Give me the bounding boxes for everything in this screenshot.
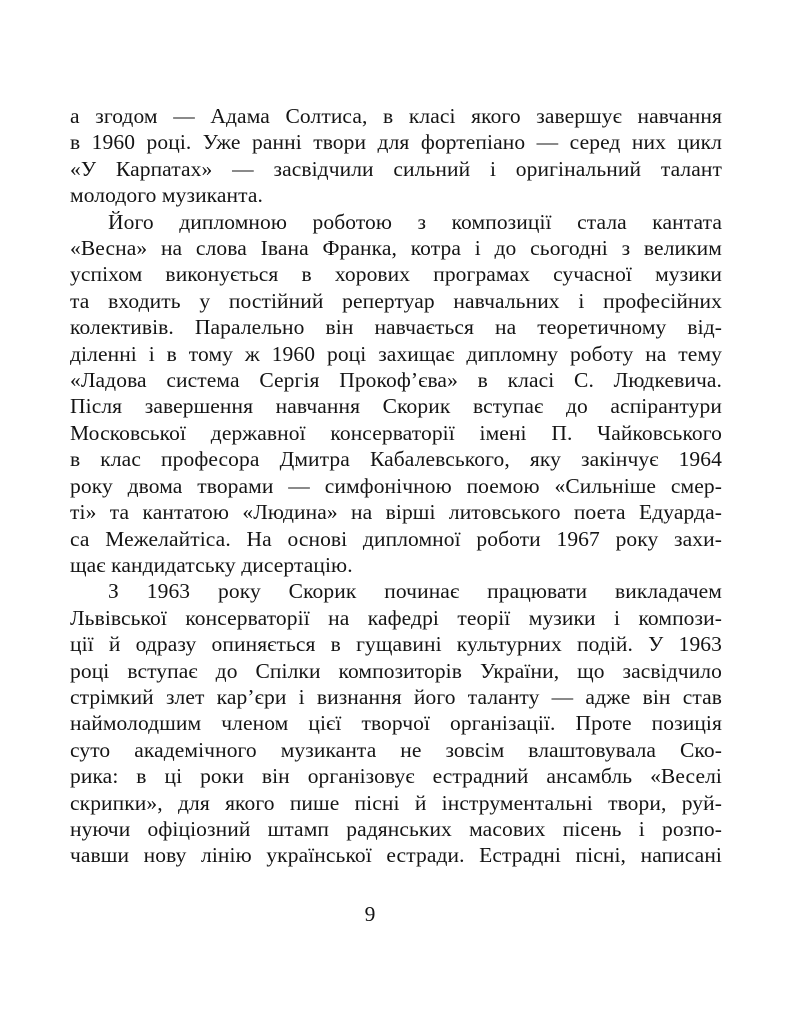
- text-line: «Ладова система Сергія Прокоф’єва» в класі С. Людкевича.: [70, 368, 722, 393]
- text-line: «Весна» на слова Івана Франка, котра і до сьогодні з великим: [70, 236, 722, 261]
- text-line: наймолодшим членом цієї творчої організації. Проте позиція: [70, 711, 722, 736]
- text-line: З 1963 року Скорик починає працювати викладачем: [108, 579, 722, 604]
- text-line: ції й одразу опиняється в гущавині культурних подій. У 1963: [70, 632, 722, 657]
- text-line: ті» та кантатою «Людина» на вірші литовського поета Едуарда-: [70, 500, 722, 525]
- text-line: скрипки», для якого пише пісні й інструментальні твори, руй-: [70, 790, 722, 815]
- text-line: та входить у постійний репертуар навчальних і професійних: [70, 288, 722, 313]
- text-line: стрімкий злет кар’єри і визнання його таланту — адже він став: [70, 684, 722, 709]
- paragraph: [70, 209, 722, 579]
- text-line: Львівської консерваторії на кафедрі теорії музики і компози-: [70, 605, 722, 630]
- text-line: в 1960 році. Уже ранні твори для фортепіано — серед них цикл: [70, 130, 722, 155]
- text-line: діленні і в тому ж 1960 році захищає дипломну роботу на тему: [70, 341, 722, 366]
- text-line: щає кандидатську дисертацію.: [70, 552, 353, 577]
- text-line: в клас професора Дмитра Кабалевського, яку закінчує 1964: [70, 447, 722, 472]
- text-block: [70, 103, 722, 869]
- text-line: колективів. Паралельно він навчається на теоретичному від-: [70, 315, 722, 340]
- text-line: суто академічного музиканта не зовсім влаштовувала Ско-: [70, 737, 722, 762]
- text-line: Після завершення навчання Скорик вступає до аспірантури: [70, 394, 722, 419]
- text-line: нуючи офіціозний штамп радянських масових пісень і розпо-: [70, 816, 722, 841]
- paragraph: [70, 103, 722, 209]
- text-line: Його дипломною роботою з композиції стала кантата: [108, 209, 722, 234]
- text-line: «У Карпатах» — засвідчили сильний і оригінальний талант: [70, 156, 722, 181]
- text-line: чавши нову лінію української естради. Естрадні пісні, написані: [70, 843, 722, 868]
- page-number: 9: [364, 902, 376, 926]
- text-line: молодого музиканта.: [70, 183, 264, 208]
- text-line: са Межелайтіса. На основі дипломної роботи 1967 року захи-: [70, 526, 722, 551]
- paragraph: [70, 578, 722, 868]
- text-line: а згодом — Адама Солтиса, в класі якого завершує навчання: [70, 104, 722, 128]
- text-line: рика: в ці роки він організовує естрадний ансамбль «Веселі: [70, 764, 722, 789]
- text-line: Московської державної консерваторії імені П. Чайковського: [70, 420, 722, 445]
- text-line: успіхом виконується в хорових програмах сучасної музики: [70, 262, 722, 287]
- text-line: році вступає до Спілки композиторів України, що засвідчило: [70, 658, 722, 683]
- text-line: року двома творами — симфонічною поемою «Сильніше смер-: [70, 473, 722, 498]
